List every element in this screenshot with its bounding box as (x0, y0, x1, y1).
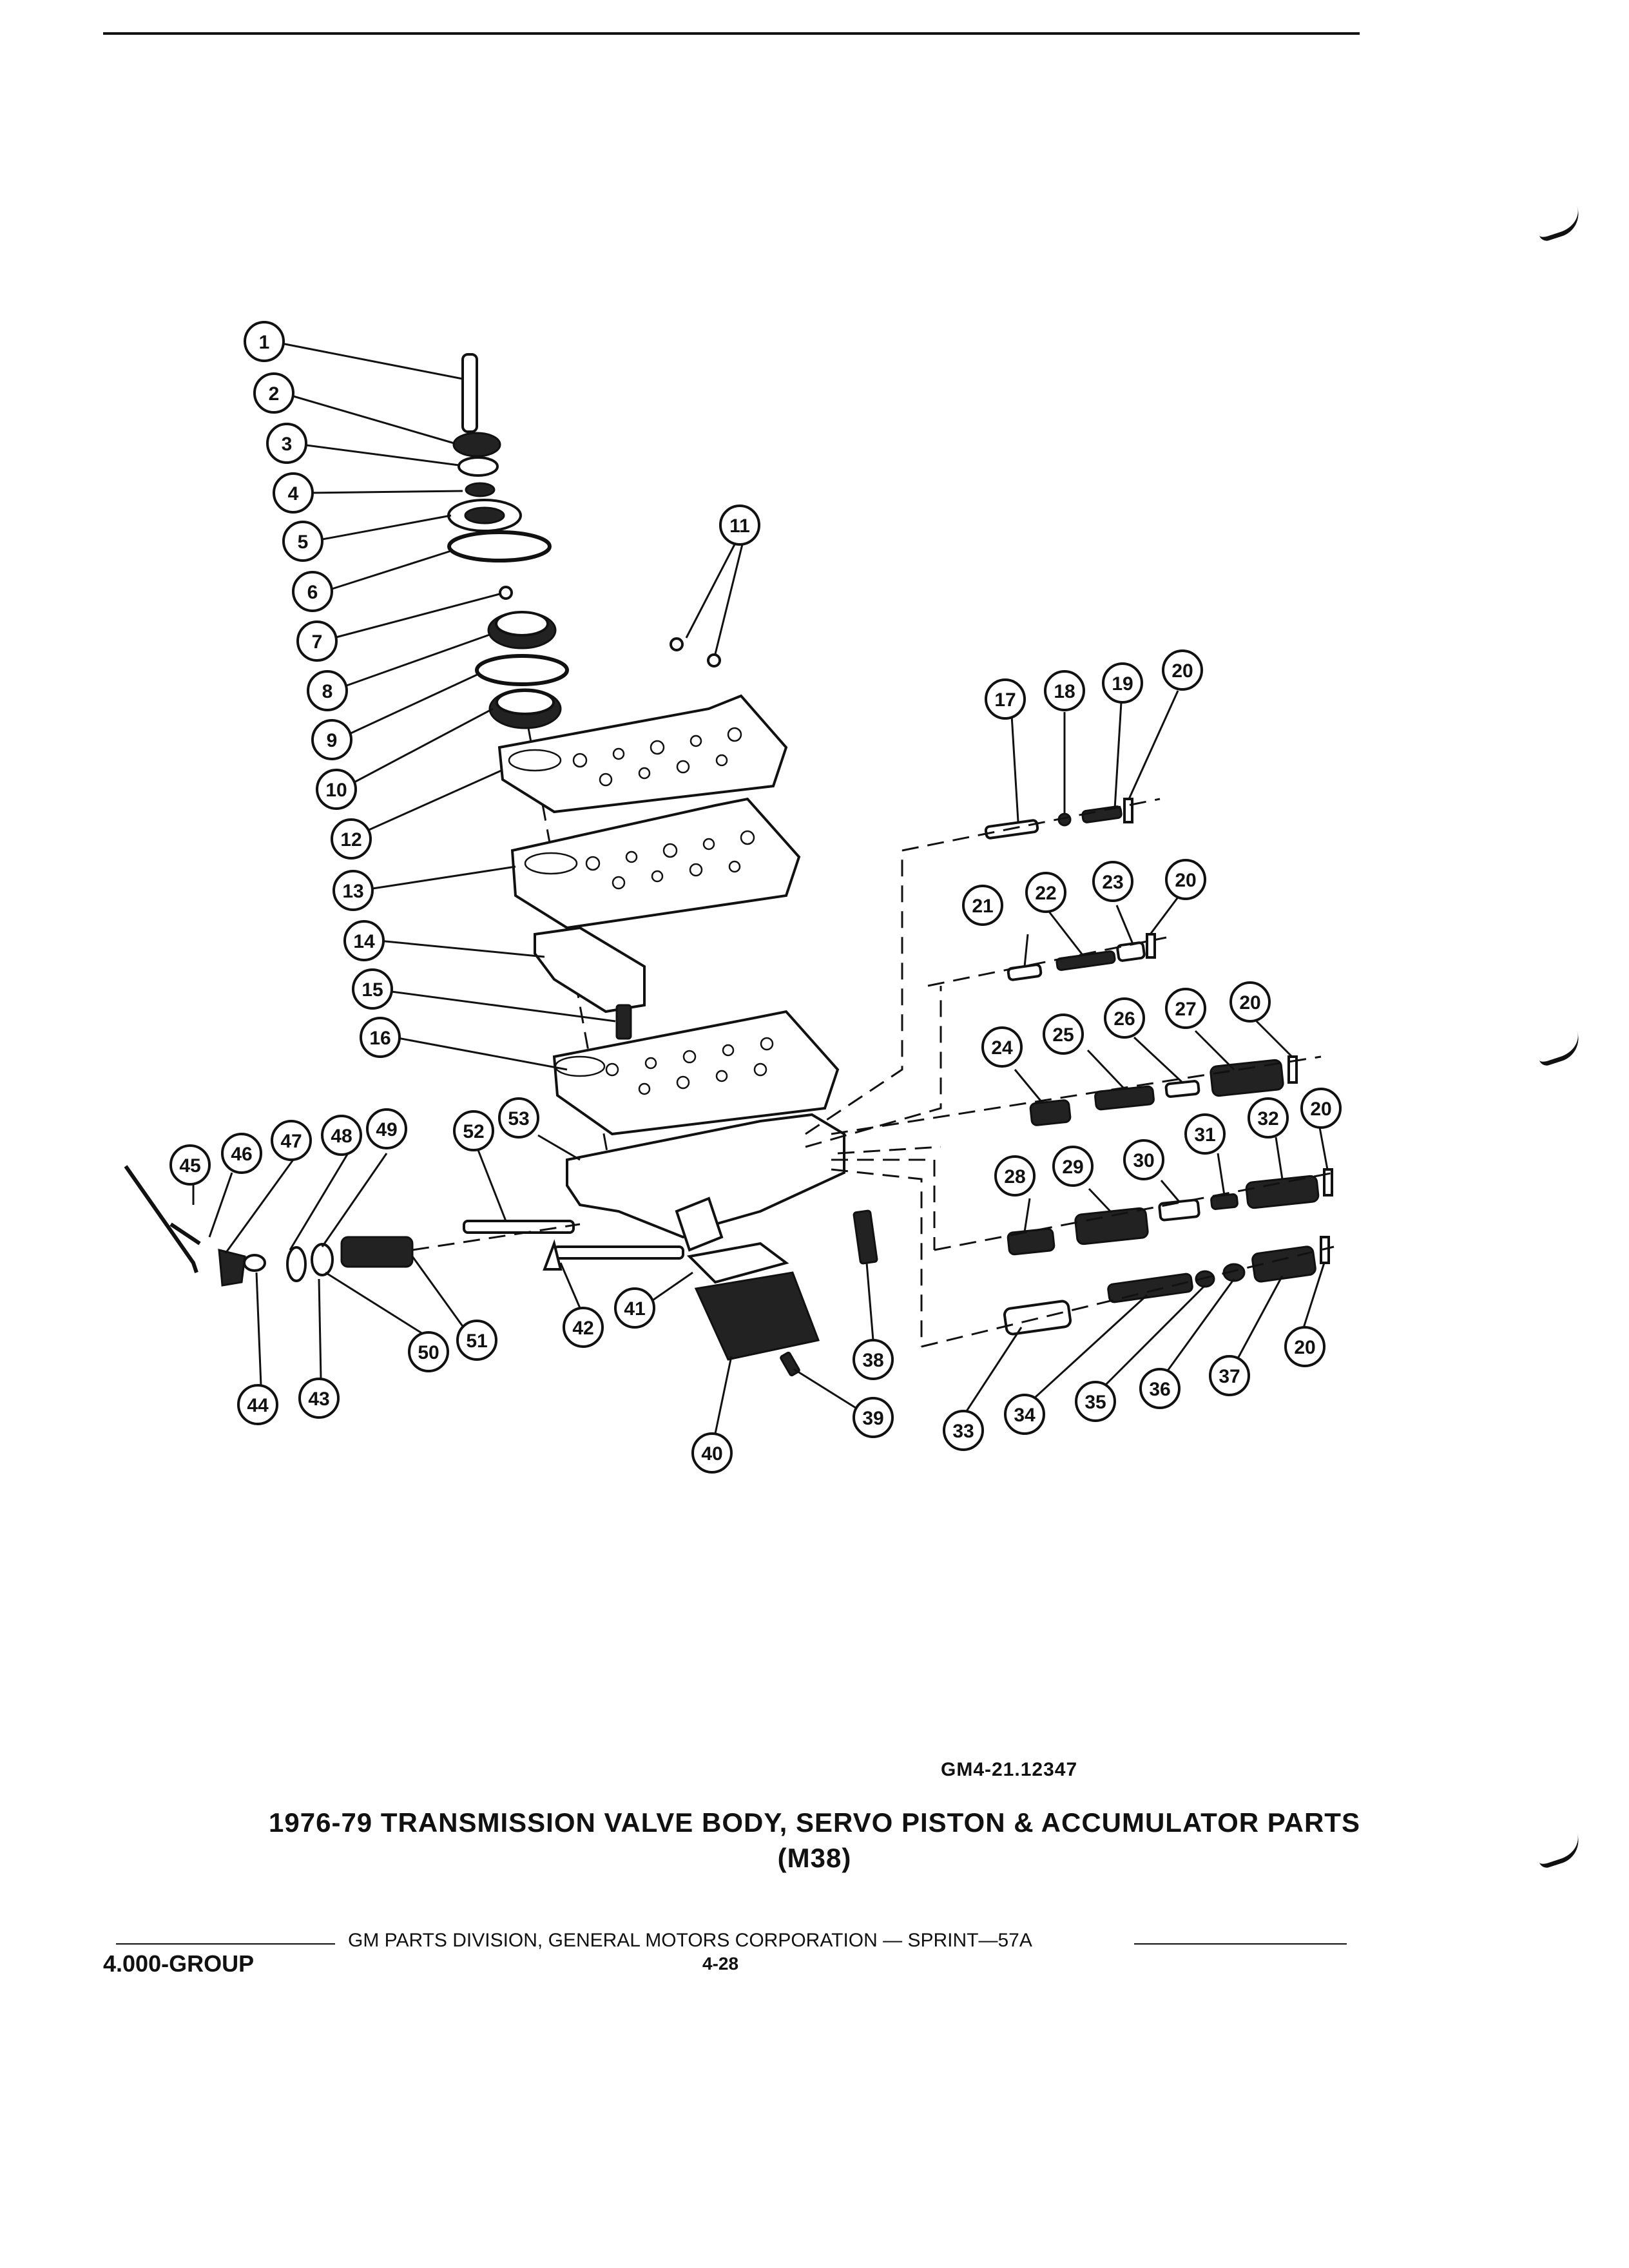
spring-part (466, 483, 494, 496)
callout-label: 15 (361, 979, 383, 1001)
callout-3 (267, 424, 306, 463)
spring-part-29 (1075, 1207, 1148, 1244)
callout-label: 11 (729, 515, 750, 537)
seal-ring-part (449, 532, 550, 561)
callout-label: 30 (1133, 1150, 1155, 1171)
callout-10 (317, 770, 356, 809)
callout-27 (1166, 989, 1205, 1028)
callout-38 (854, 1340, 892, 1379)
servo-piston-top (496, 612, 548, 635)
callout-label: 39 (862, 1408, 884, 1429)
callout-5 (284, 522, 322, 561)
valve-part-21 (1008, 965, 1041, 981)
valve-part-42 (554, 1247, 683, 1258)
callout-21 (963, 886, 1002, 925)
callout-1 (245, 322, 284, 361)
callout-34 (1005, 1395, 1044, 1434)
servo-pin (463, 354, 477, 432)
callout-label: 20 (1175, 870, 1197, 891)
page-number: 4-28 (702, 1954, 739, 1974)
pin-part-20e (1321, 1237, 1329, 1263)
callout-label: 3 (281, 434, 293, 455)
footer-rule-right (1134, 1943, 1347, 1945)
callout-label: 9 (326, 730, 338, 751)
callout-36 (1141, 1369, 1179, 1408)
callout-14 (345, 921, 383, 960)
callout-24 (983, 1028, 1021, 1066)
callout-label: 18 (1054, 681, 1075, 702)
callout-41 (615, 1289, 654, 1327)
page-title: 1976-79 TRANSMISSION VALVE BODY, SERVO PISTON & ACCUMULATOR PARTS (269, 1807, 1360, 1838)
retainer-part (454, 433, 500, 456)
callout-label: 29 (1062, 1157, 1084, 1178)
valve-part-30 (1159, 1200, 1199, 1220)
callout-25 (1044, 1015, 1083, 1053)
right-valve-trains (831, 799, 1334, 1347)
callout-20-c (1231, 983, 1269, 1021)
callout-30 (1124, 1140, 1163, 1179)
valve-part-25 (1095, 1086, 1154, 1110)
separator-plate-small (535, 928, 644, 1012)
callout-label: 45 (179, 1155, 201, 1177)
callout-label: 50 (418, 1342, 439, 1363)
lever-part-47 (219, 1250, 245, 1285)
callout-52 (454, 1111, 493, 1150)
callout-label: 43 (308, 1389, 330, 1410)
callout-51 (458, 1321, 496, 1360)
callout-label: 19 (1112, 673, 1133, 695)
callout-17 (986, 680, 1025, 718)
accumulator-piston-top (497, 691, 554, 714)
callout-label: 47 (280, 1131, 302, 1152)
spring-part-34 (1108, 1273, 1193, 1303)
callout-32 (1249, 1099, 1287, 1137)
callout-19 (1103, 664, 1142, 702)
callout-31 (1186, 1115, 1224, 1153)
callout-label: 38 (862, 1350, 884, 1371)
callout-11 (720, 506, 759, 544)
valve-part-24 (1030, 1100, 1070, 1126)
bolt-part (617, 1005, 631, 1039)
valve-part-52 (464, 1221, 574, 1233)
axis-row-1 (902, 799, 1160, 850)
page-subtitle: (M38) (777, 1843, 852, 1873)
callout-43 (300, 1379, 338, 1418)
callout-label: 20 (1294, 1337, 1316, 1358)
pin-part-20a (1124, 799, 1132, 822)
callout-label: 1 (258, 332, 270, 353)
callout-label: 8 (322, 681, 333, 702)
callout-39 (854, 1398, 892, 1437)
axis-row-2 (928, 937, 1166, 986)
callout-18 (1045, 671, 1084, 710)
spring-part-26 (1166, 1081, 1199, 1097)
callout-label: 20 (1310, 1099, 1332, 1120)
screw-part (854, 1211, 878, 1264)
callout-48 (322, 1116, 361, 1155)
callout-12 (332, 820, 371, 858)
callout-label: 51 (466, 1331, 488, 1352)
callout-label: 32 (1257, 1108, 1279, 1129)
valve-part-28 (1007, 1228, 1054, 1254)
callout-label: 5 (297, 532, 309, 553)
callout-label: 24 (991, 1037, 1013, 1059)
callout-label: 52 (463, 1121, 485, 1142)
callout-label: 6 (307, 582, 318, 603)
callout-label: 31 (1194, 1124, 1216, 1146)
callout-23 (1094, 862, 1132, 901)
plates (499, 696, 838, 1134)
callout-label: 42 (572, 1318, 594, 1339)
callout-37 (1210, 1356, 1249, 1395)
callout-label: 16 (369, 1028, 391, 1049)
callout-label: 10 (325, 780, 347, 801)
callout-label: 21 (972, 896, 994, 917)
callout-49 (367, 1110, 406, 1148)
callout-label: 4 (287, 483, 299, 505)
callout-label: 20 (1239, 992, 1261, 1014)
callout-9 (313, 720, 351, 759)
callout-label: 23 (1102, 872, 1124, 893)
callout-label: 46 (231, 1144, 253, 1165)
callout-13 (334, 871, 372, 910)
callout-label: 28 (1004, 1166, 1026, 1187)
callout-46 (222, 1134, 261, 1173)
callout-20-a (1163, 651, 1202, 689)
callout-label: 40 (701, 1443, 723, 1465)
callout-20-b (1166, 860, 1205, 899)
pin-part-20b (1147, 934, 1155, 957)
callout-label: 53 (508, 1108, 530, 1129)
sleeve-part-32 (1246, 1175, 1319, 1208)
callout-label: 34 (1014, 1405, 1036, 1426)
callout-label: 48 (331, 1126, 352, 1147)
callout-label: 13 (342, 881, 364, 902)
callout-label: 7 (311, 631, 323, 653)
washer-part (459, 457, 497, 476)
callout-label: 35 (1084, 1392, 1106, 1413)
callout-45 (171, 1146, 209, 1184)
callout-44 (238, 1385, 277, 1424)
callout-53 (499, 1099, 538, 1137)
callout-label: 37 (1219, 1366, 1240, 1387)
callout-label: 44 (247, 1395, 269, 1416)
filter-part-40 (696, 1273, 818, 1360)
callout-label: 14 (353, 931, 375, 952)
callout-label: 49 (376, 1119, 398, 1140)
callout-28 (996, 1157, 1034, 1195)
footer-rule-left (116, 1943, 335, 1945)
callout-label: 12 (340, 829, 362, 850)
check-ball (671, 639, 682, 650)
callout-label: 33 (952, 1421, 974, 1442)
figure-id: GM4-21.12347 (941, 1759, 1078, 1780)
callout-label: 25 (1052, 1024, 1074, 1046)
callout-8 (308, 671, 347, 710)
callout-label: 20 (1171, 660, 1193, 682)
footer-text: GM PARTS DIVISION, GENERAL MOTORS CORPORATION — SPRINT—57A (348, 1930, 1032, 1951)
callout-4 (274, 474, 313, 512)
callout-20-e (1286, 1327, 1324, 1366)
callout-16 (361, 1018, 400, 1057)
callout-2 (255, 374, 293, 412)
callout-15 (353, 970, 392, 1008)
callout-label: 41 (624, 1298, 646, 1320)
callout-26 (1105, 999, 1144, 1037)
callout-label: 22 (1035, 883, 1057, 904)
axis-row-3 (831, 1057, 1321, 1134)
oil-seal-ring-part (477, 656, 567, 684)
callout-20-d (1302, 1089, 1340, 1128)
check-ball (708, 655, 720, 666)
callout-label: 26 (1113, 1008, 1135, 1030)
callout-35 (1076, 1382, 1115, 1421)
callout-label: 2 (268, 383, 280, 405)
callout-42 (564, 1308, 602, 1347)
callout-29 (1054, 1147, 1092, 1186)
callout-label: 27 (1175, 999, 1197, 1020)
callout-22 (1027, 873, 1065, 912)
retainer-part-49 (312, 1244, 333, 1275)
washer-part-48 (287, 1247, 305, 1281)
callout-33 (944, 1411, 983, 1450)
screw-part-39 (780, 1352, 800, 1376)
piston-hub (465, 508, 504, 523)
callout-label: 17 (994, 689, 1016, 711)
small-ring-part (500, 587, 512, 599)
callout-50 (409, 1332, 448, 1371)
pin-part-44 (244, 1255, 265, 1271)
group-label: 4.000-GROUP (103, 1950, 255, 1977)
callout-40 (693, 1434, 731, 1472)
callout-label: 36 (1149, 1379, 1171, 1400)
callout-6 (293, 572, 332, 611)
callout-7 (298, 622, 336, 660)
spring-part-51 (342, 1237, 412, 1267)
callout-47 (272, 1121, 311, 1160)
